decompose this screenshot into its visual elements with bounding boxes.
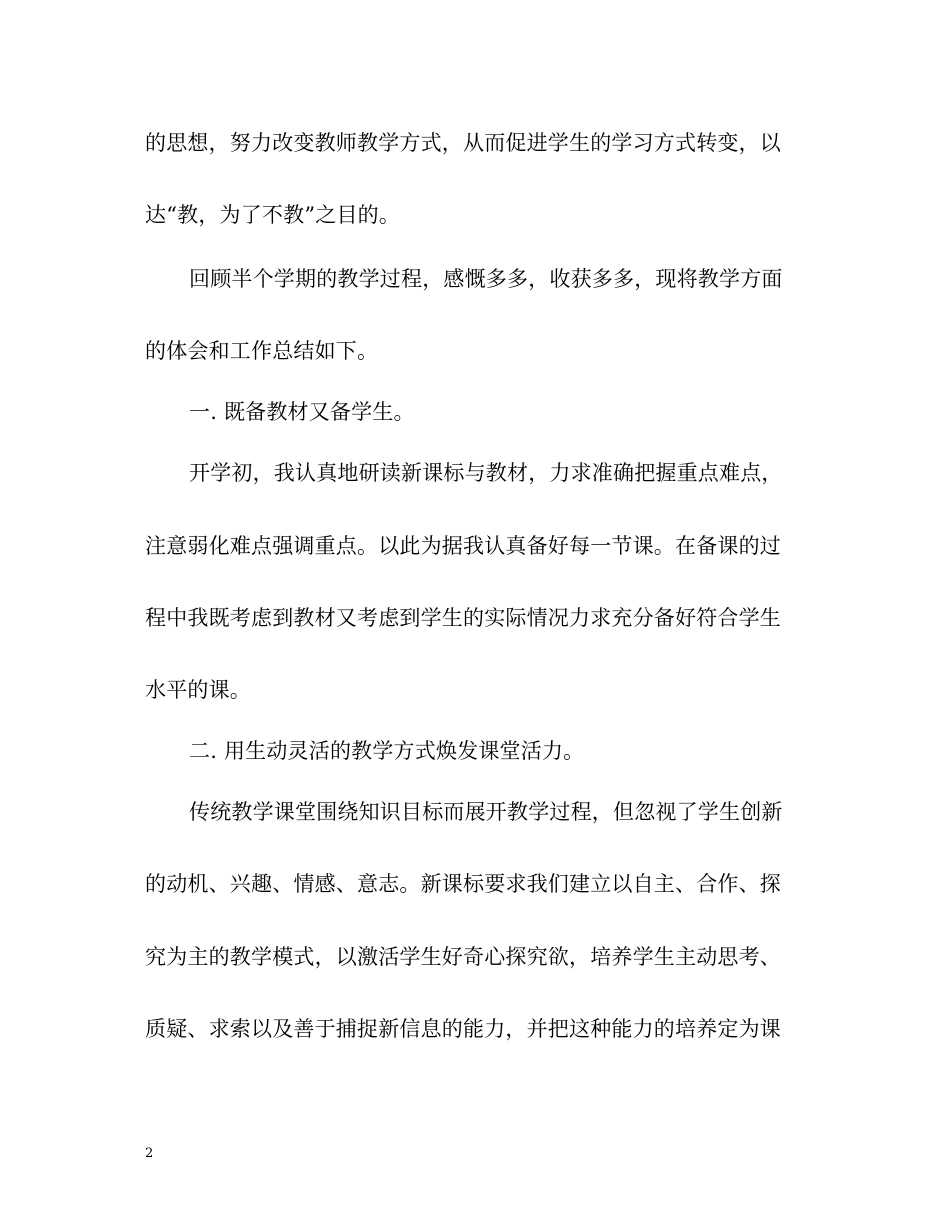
section-heading-1: 一. 既备教材又备学生。 bbox=[189, 400, 415, 424]
paragraph-line-8: 程中我既考虑到教材又考虑到学生的实际情况力求充分备好符合学生 bbox=[145, 606, 781, 630]
paragraph-line-6: 开学初，我认真地研读新课标与教材，力求准确把握重点难点， bbox=[189, 461, 783, 485]
paragraph-line-2: 达“教，为了不教”之目的。 bbox=[145, 203, 401, 227]
paragraph-line-11: 传统教学课堂围绕知识目标而展开教学过程，但忽视了学生创新 bbox=[189, 800, 783, 824]
paragraph-line-3: 回顾半个学期的教学过程，感慨多多，收获多多，现将教学方面 bbox=[189, 267, 783, 291]
paragraph-line-12: 的动机、兴趣、情感、意志。新课标要求我们建立以自主、合作、探 bbox=[145, 872, 781, 896]
section-heading-2: 二. 用生动灵活的教学方式焕发课堂活力。 bbox=[189, 739, 585, 763]
page-number: 2 bbox=[145, 1146, 154, 1161]
paragraph-line-13: 究为主的教学模式，以激活学生好奇心探究欲，培养学生主动思考、 bbox=[145, 945, 781, 969]
paragraph-line-14: 质疑、求索以及善于捕捉新信息的能力，并把这种能力的培养定为课 bbox=[145, 1017, 781, 1041]
paragraph-line-4: 的体会和工作总结如下。 bbox=[145, 339, 379, 363]
paragraph-line-9: 水平的课。 bbox=[145, 678, 251, 702]
paragraph-line-1: 的思想，努力改变教师教学方式，从而促进学生的学习方式转变，以 bbox=[145, 131, 781, 155]
paragraph-line-7: 注意弱化难点强调重点。以此为据我认真备好每一节课。在备课的过 bbox=[145, 534, 781, 558]
